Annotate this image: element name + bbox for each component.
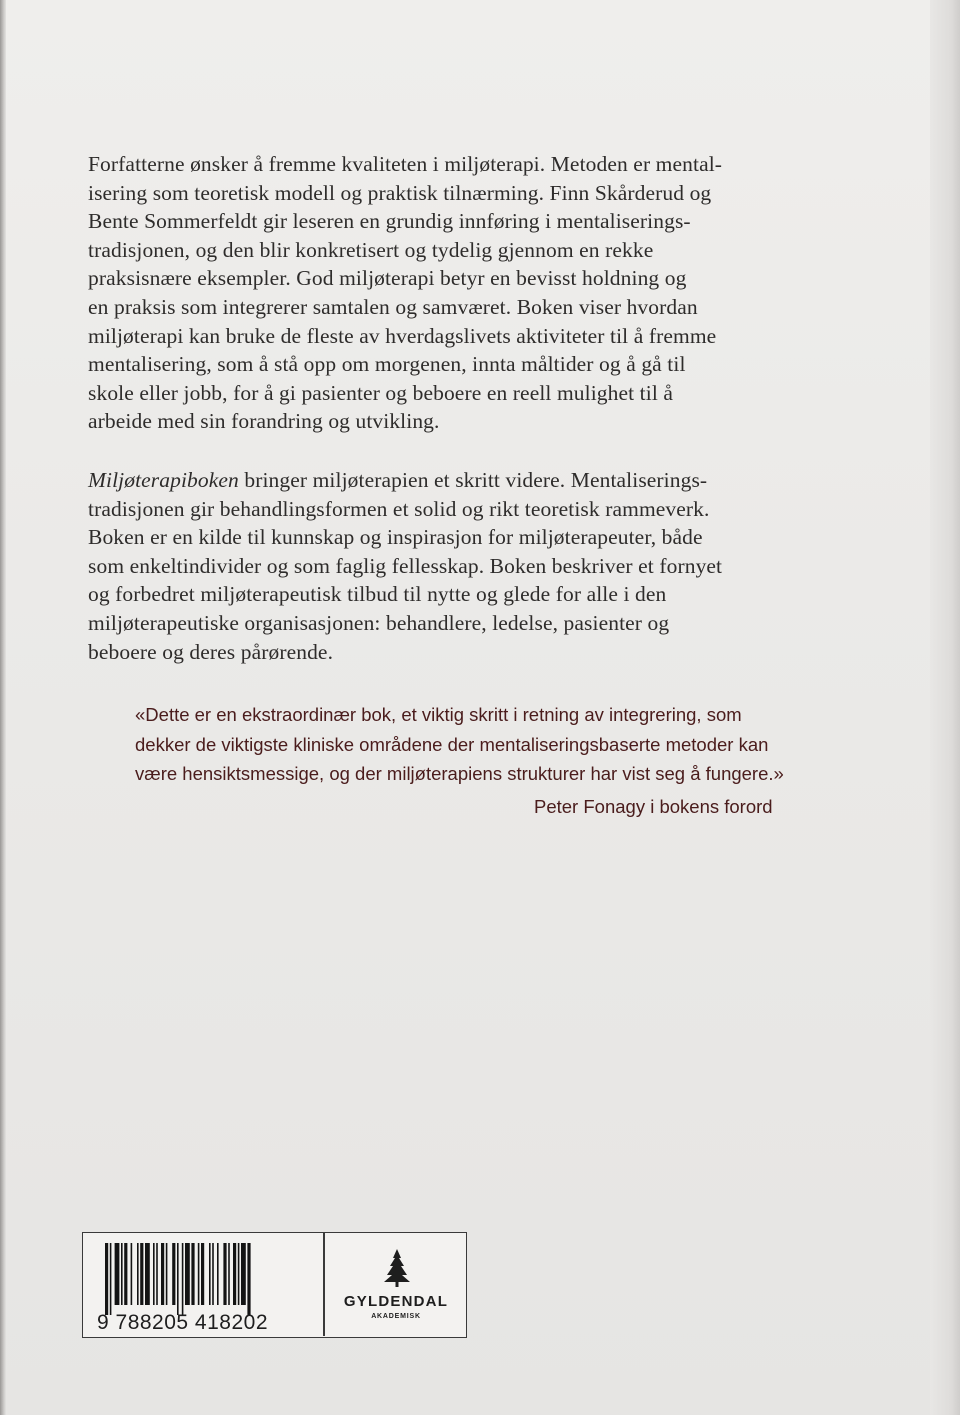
text-line: Bente Sommerfeldt gir leseren en grundig innføring i mentaliserings- [88, 209, 691, 234]
text-line: en praksis som integrerer samtalen og samværet. Boken viser hvordan [88, 294, 698, 319]
text-line: praksisnære eksempler. God miljøterapi betyr en bevisst holdning og [88, 266, 687, 291]
text-line: isering som teoretisk modell og praktisk tilnærming. Finn Skårderud og [88, 180, 712, 205]
text-line: tradisjonen gir behandlingsformen et solid og rikt teoretisk rammeverk. [88, 496, 710, 521]
publisher-imprint: AKADEMISK [371, 1313, 421, 1320]
barcode-bar [201, 1243, 204, 1305]
barcode-bar [223, 1243, 226, 1305]
barcode-bar [177, 1243, 179, 1315]
barcode-bar [247, 1243, 250, 1315]
barcode-bar [121, 1243, 123, 1305]
description-paragraph-1 [88, 150, 768, 436]
barcode-bar [217, 1243, 219, 1305]
barcode-bar [209, 1243, 211, 1305]
barcode-bar [172, 1243, 175, 1305]
text-line: arbeide med sin forandring og utvikling. [88, 409, 440, 434]
barcode-bar [191, 1243, 194, 1305]
barcode-bar [124, 1243, 127, 1305]
text-line: mentalisering, som å stå opp om morgenen, innta måltider og å gå til [88, 352, 686, 377]
barcode-bar [145, 1243, 150, 1305]
barcode-bar [153, 1243, 155, 1305]
quote-line: dekker de viktigste kliniske områdene der mentaliseringsbaserte metoder kan [135, 733, 769, 755]
barcode-bar [233, 1243, 236, 1305]
publisher-name: GYLDENDAL [343, 1293, 449, 1310]
barcode-bar [182, 1243, 184, 1315]
barcode-bar [161, 1243, 164, 1305]
text-line: miljøterapeutiske organisasjonen: behandlere, ledelse, pasienter og [88, 610, 670, 635]
barcode-bar [238, 1243, 240, 1305]
text-line-first [88, 466, 768, 495]
barcode-bar [166, 1243, 168, 1305]
tree-icon [384, 1249, 410, 1287]
text-line: som enkeltindivider og som faglig fellesskap. Boken beskriver et fornyet [88, 553, 723, 578]
text-line: tradisjonen, og den blir konkretisert og tydelig gjennom en rekke [88, 237, 654, 262]
barcode-bar [115, 1243, 120, 1305]
barcode-bar [156, 1243, 158, 1305]
endorsement-quote [135, 700, 784, 789]
quote-line: «Dette er en ekstraordinær bok, et viktig skritt i retning av integrering, som [135, 704, 742, 725]
first-line-rest: bringer miljøterapien et skritt videre. Mentaliserings- [238, 468, 708, 492]
barcode [101, 1243, 311, 1315]
barcode-bar [185, 1243, 190, 1305]
quote-line: være hensiktsmessige, og der miljøterapiens strukturer har vist seg å fungere.» [135, 763, 784, 784]
text-line: miljøterapi kan bruke de fleste av hverdagslivets aktiviteter til å fremme [88, 323, 717, 348]
book-title-italic: Miljøterapiboken [88, 468, 239, 492]
barcode-bar [241, 1243, 246, 1305]
quote-attribution: Peter Fonagy i bokens forord [534, 796, 773, 817]
text-line: Forfatterne ønsker å fremme kvaliteten i miljøterapi. Metoden er mental- [88, 152, 723, 176]
barcode-bar [137, 1243, 139, 1305]
text-line: Boken er en kilde til kunnskap og inspirasjon for miljøterapeuter, både [88, 525, 703, 550]
text-line: skole eller jobb, for å gi pasienter og beboere en reell mulighet til å [88, 380, 674, 405]
panel-divider [323, 1233, 325, 1336]
description-paragraph-2 [88, 466, 768, 666]
barcode-bar [110, 1243, 112, 1315]
cover-left-edge [0, 0, 6, 1415]
barcode-bar [212, 1243, 214, 1305]
text-line: og forbedret miljøterapeutisk tilbud til nytte og glede for alle i den [88, 582, 667, 607]
barcode-bar [228, 1243, 230, 1305]
cover-right-edge [930, 0, 960, 1415]
barcode-panel [82, 1232, 467, 1338]
publisher-logo [326, 1233, 466, 1336]
barcode-bar [198, 1243, 200, 1305]
text-line: beboere og deres pårørende. [88, 639, 334, 664]
barcode-bar [140, 1243, 143, 1305]
barcode-bar [105, 1243, 108, 1315]
isbn-number: 9 788205 418202 [97, 1311, 268, 1334]
barcode-bar [131, 1243, 133, 1305]
